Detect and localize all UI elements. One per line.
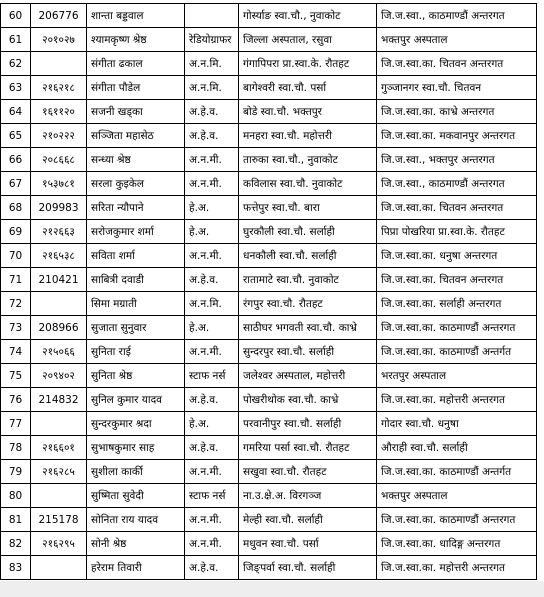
employee-name-cell: सुशीला कार्की: [87, 460, 185, 484]
employee-code-cell: [31, 484, 87, 508]
employee-code-cell: [31, 52, 87, 76]
current-office-cell: परवानीपुर स्वा.चौ. सर्लाही: [239, 412, 377, 436]
current-office-cell: गमरिया पर्सा स्वा.चौ. रौतहट: [239, 436, 377, 460]
table-row: [1, 28, 537, 52]
table-row: [1, 556, 537, 580]
table-row: [1, 4, 537, 28]
employee-code-cell: २०९४०२: [31, 364, 87, 388]
current-office-cell: सखुवा स्वा.चौ. रौतहट: [239, 460, 377, 484]
employee-code-cell: 206776: [31, 4, 87, 28]
post-cell: अ.न.मी.: [185, 508, 239, 532]
post-cell: अ.न.मी.: [185, 172, 239, 196]
employee-name-cell: सजनी खड्का: [87, 100, 185, 124]
transfer-office-cell: पिप्रा पोखरिया प्रा.स्वा.के. रौतहट: [377, 220, 537, 244]
transfer-office-cell: जि.ज.स्वा.का. चितवन अन्तरगत: [377, 52, 537, 76]
serial-number-cell: 70: [1, 244, 31, 268]
serial-number-cell: 67: [1, 172, 31, 196]
current-office-cell: बोडे स्वा.चौ. भक्तपुर: [239, 100, 377, 124]
table-row: [1, 268, 537, 292]
current-office-cell: पोखरीथोक स्वा.चौ. काभ्रे: [239, 388, 377, 412]
employee-name-cell: सन्ध्या श्रेष्ठ: [87, 148, 185, 172]
employee-name-cell: शान्ता बड्डवाल: [87, 4, 185, 28]
employee-name-cell: साबित्री दवाडी: [87, 268, 185, 292]
current-office-cell: गंगापिपरा प्रा.स्वा.के. रौतहट: [239, 52, 377, 76]
employee-code-cell: २१६५३८: [31, 244, 87, 268]
current-office-cell: कविलास स्वा.चौ. नुवाकोट: [239, 172, 377, 196]
serial-number-cell: 78: [1, 436, 31, 460]
table-row: [1, 412, 537, 436]
employee-code-cell: 210421: [31, 268, 87, 292]
employee-name-cell: सुनिता राई: [87, 340, 185, 364]
employee-code-cell: [31, 412, 87, 436]
employee-name-cell: सिमा मग्राती: [87, 292, 185, 316]
transfer-office-cell: जि.ज.स्वा.का. काठमाण्डौं अन्तरगत: [377, 508, 537, 532]
current-office-cell: जिङ्पर्वा स्वा.चौ. सर्लाही: [239, 556, 377, 580]
employee-code-cell: २१०२२२: [31, 124, 87, 148]
serial-number-cell: 77: [1, 412, 31, 436]
post-cell: हे.अ.: [185, 220, 239, 244]
post-cell: अ.हे.व.: [185, 100, 239, 124]
post-cell: अ.न.मी.: [185, 340, 239, 364]
table-row: [1, 52, 537, 76]
post-cell: [185, 4, 239, 28]
employee-name-cell: सुनिता श्रेष्ठ: [87, 364, 185, 388]
transfer-office-cell: जि.ज.स्वा.का. सर्लाही अन्तरगत: [377, 292, 537, 316]
post-cell: हे.अ.: [185, 196, 239, 220]
current-office-cell: सुन्दरपुर स्वा.चौ. सर्लाही: [239, 340, 377, 364]
table-row: [1, 436, 537, 460]
current-office-cell: जिल्ला अस्पताल, रसुवा: [239, 28, 377, 52]
post-cell: अ.न.मि.: [185, 52, 239, 76]
current-office-cell: धनकौली स्वा.चौ. सर्लाही: [239, 244, 377, 268]
table-row: [1, 100, 537, 124]
transfer-office-cell: औराही स्वा.चौ. सर्लाही: [377, 436, 537, 460]
post-cell: अ.हे.व.: [185, 124, 239, 148]
employee-name-cell: सुभाषकुमार साह: [87, 436, 185, 460]
employee-name-cell: सोनी श्रेष्ठ: [87, 532, 185, 556]
serial-number-cell: 82: [1, 532, 31, 556]
serial-number-cell: 81: [1, 508, 31, 532]
employee-code-cell: २१२६६३: [31, 220, 87, 244]
table-row: [1, 124, 537, 148]
serial-number-cell: 80: [1, 484, 31, 508]
transfer-office-cell: जि.ज.स्वा.का. चितवन अन्तरगत: [377, 268, 537, 292]
transfer-office-cell: जि.ज.स्वा.का. महोत्तरी अन्तरगत: [377, 556, 537, 580]
current-office-cell: रातामाटे स्वा.चौ. नुवाकोट: [239, 268, 377, 292]
employee-code-cell: २१६६०१: [31, 436, 87, 460]
serial-number-cell: 76: [1, 388, 31, 412]
table-row: [1, 316, 537, 340]
serial-number-cell: 60: [1, 4, 31, 28]
serial-number-cell: 79: [1, 460, 31, 484]
serial-number-cell: 73: [1, 316, 31, 340]
transfer-table: [0, 3, 537, 580]
current-office-cell: मेल्ही स्वा.चौ. सर्लाही: [239, 508, 377, 532]
transfer-office-cell: जि.ज.स्वा.का. धनुषा अन्तरगत: [377, 244, 537, 268]
employee-name-cell: सविता शर्मा: [87, 244, 185, 268]
post-cell: अ.हे.व.: [185, 268, 239, 292]
transfer-office-cell: भक्तपुर अस्पताल: [377, 484, 537, 508]
transfer-office-cell: भक्तपुर अस्पताल: [377, 28, 537, 52]
serial-number-cell: 63: [1, 76, 31, 100]
post-cell: अ.हे.व.: [185, 388, 239, 412]
current-office-cell: गोर्स्याङ स्वा.चौ., नुवाकोट: [239, 4, 377, 28]
table-row: [1, 76, 537, 100]
post-cell: रेडियोग्राफर: [185, 28, 239, 52]
table-row: [1, 340, 537, 364]
current-office-cell: रंगपुर स्वा.चौ. रौतहट: [239, 292, 377, 316]
serial-number-cell: 62: [1, 52, 31, 76]
current-office-cell: फत्तेपुर स्वा.चौ. बारा: [239, 196, 377, 220]
table-row: [1, 484, 537, 508]
serial-number-cell: 69: [1, 220, 31, 244]
serial-number-cell: 64: [1, 100, 31, 124]
serial-number-cell: 68: [1, 196, 31, 220]
employee-name-cell: सरिता न्यौपाने: [87, 196, 185, 220]
transfer-office-cell: जि.ज.स्वा.का. महोत्तरी अन्तरगत: [377, 388, 537, 412]
post-cell: अ.न.मी.: [185, 532, 239, 556]
serial-number-cell: 75: [1, 364, 31, 388]
page-bottom-strip: [0, 581, 544, 597]
transfer-office-cell: जि.ज.स्वा.का. चितवन अन्तरगत: [377, 196, 537, 220]
employee-code-cell: १५३७८१: [31, 172, 87, 196]
table-row: [1, 292, 537, 316]
employee-code-cell: 209983: [31, 196, 87, 220]
transfer-office-cell: गोदार स्वा.चौ. धनुषा: [377, 412, 537, 436]
employee-name-cell: संगीता ढकाल: [87, 52, 185, 76]
post-cell: अ.न.मी.: [185, 148, 239, 172]
table-row: [1, 532, 537, 556]
post-cell: हे.अ.: [185, 412, 239, 436]
employee-name-cell: सुन्दरकुमार श्रदा: [87, 412, 185, 436]
table-row: [1, 172, 537, 196]
employee-code-cell: 214832: [31, 388, 87, 412]
post-cell: हे.अ.: [185, 316, 239, 340]
employee-code-cell: २१५०६६: [31, 340, 87, 364]
post-cell: स्टाफ नर्स: [185, 484, 239, 508]
employee-name-cell: सरोजकुमार शर्मा: [87, 220, 185, 244]
transfer-office-cell: जि.ज.स्वा.का. मकवानपुर अन्तरगत: [377, 124, 537, 148]
table-row: [1, 508, 537, 532]
employee-name-cell: सुजाता सुनुवार: [87, 316, 185, 340]
serial-number-cell: 66: [1, 148, 31, 172]
transfer-office-cell: गुञ्जानगर स्वा.चौ. चितवन: [377, 76, 537, 100]
post-cell: अ.हे.व.: [185, 556, 239, 580]
post-cell: अ.न.मि.: [185, 76, 239, 100]
current-office-cell: साठीघर भगवती स्वा.चौ. काभ्रे: [239, 316, 377, 340]
post-cell: अ.हे.व.: [185, 436, 239, 460]
transfer-office-cell: जि.ज.स्वा., काठमाण्डौं अन्तरगत: [377, 172, 537, 196]
transfer-office-cell: जि.ज.स्वा.का. काठमाण्डौं अन्तर्गत: [377, 460, 537, 484]
employee-name-cell: सोनिता राय यादव: [87, 508, 185, 532]
current-office-cell: बागेश्वरी स्वा.चौ. पर्सा: [239, 76, 377, 100]
post-cell: अ.न.मी.: [185, 244, 239, 268]
serial-number-cell: 74: [1, 340, 31, 364]
employee-name-cell: श्यामकृष्ण श्रेष्ठ: [87, 28, 185, 52]
table-row: [1, 364, 537, 388]
post-cell: अ.न.मी.: [185, 460, 239, 484]
employee-code-cell: २१६२१८: [31, 76, 87, 100]
current-office-cell: तारुका स्वा.चौ., नुवाकोट: [239, 148, 377, 172]
employee-code-cell: [31, 292, 87, 316]
current-office-cell: मधुवन स्वा.चौ. पर्सा: [239, 532, 377, 556]
table-row: [1, 148, 537, 172]
post-cell: स्टाफ नर्स: [185, 364, 239, 388]
employee-code-cell: २१६२८५: [31, 460, 87, 484]
serial-number-cell: 83: [1, 556, 31, 580]
table-row: [1, 388, 537, 412]
transfer-office-cell: जि.ज.स्वा.का. काभ्रे अन्तरगत: [377, 100, 537, 124]
employee-name-cell: संगीता पौडेल: [87, 76, 185, 100]
employee-name-cell: सुष्मिता सुवेदी: [87, 484, 185, 508]
post-cell: अ.न.मि.: [185, 292, 239, 316]
transfer-office-cell: जि.ज.स्वा., काठमाण्डौं अन्तरगत: [377, 4, 537, 28]
employee-code-cell: १६११२०: [31, 100, 87, 124]
employee-code-cell: 215178: [31, 508, 87, 532]
table-row: [1, 460, 537, 484]
serial-number-cell: 61: [1, 28, 31, 52]
employee-code-cell: २०१०२७: [31, 28, 87, 52]
table-row: [1, 220, 537, 244]
transfer-office-cell: जि.ज.स्वा.का. काठमाण्डौं अन्तर्गत: [377, 340, 537, 364]
employee-code-cell: 208966: [31, 316, 87, 340]
transfer-office-cell: भरतपुर अस्पताल: [377, 364, 537, 388]
table-row: [1, 196, 537, 220]
employee-code-cell: [31, 556, 87, 580]
employee-name-cell: सञ्जिता महासेठ: [87, 124, 185, 148]
serial-number-cell: 72: [1, 292, 31, 316]
table-row: [1, 244, 537, 268]
transfer-office-cell: जि.ज.स्वा.का. धादिङ्ग अन्तरगत: [377, 532, 537, 556]
employee-name-cell: हरेराम तिवारी: [87, 556, 185, 580]
employee-name-cell: सुनिल कुमार यादव: [87, 388, 185, 412]
serial-number-cell: 71: [1, 268, 31, 292]
transfer-table-body: [1, 4, 537, 580]
current-office-cell: ना.उ.क्षे.अ. विरगञ्ज: [239, 484, 377, 508]
current-office-cell: घुरकौली स्वा.चौ. सर्लाही: [239, 220, 377, 244]
current-office-cell: जलेश्वर अस्पताल, महोत्तरी: [239, 364, 377, 388]
employee-name-cell: सरला कुइकेल: [87, 172, 185, 196]
employee-code-cell: २०८६६८: [31, 148, 87, 172]
current-office-cell: मनहरा स्वा.चौ. महोत्तरी: [239, 124, 377, 148]
transfer-office-cell: जि.ज.स्वा., भक्तपुर अन्तरगत: [377, 148, 537, 172]
transfer-office-cell: जि.ज.स्वा.का. काठमाण्डौं अन्तरगत: [377, 316, 537, 340]
serial-number-cell: 65: [1, 124, 31, 148]
employee-code-cell: २१६२९५: [31, 532, 87, 556]
